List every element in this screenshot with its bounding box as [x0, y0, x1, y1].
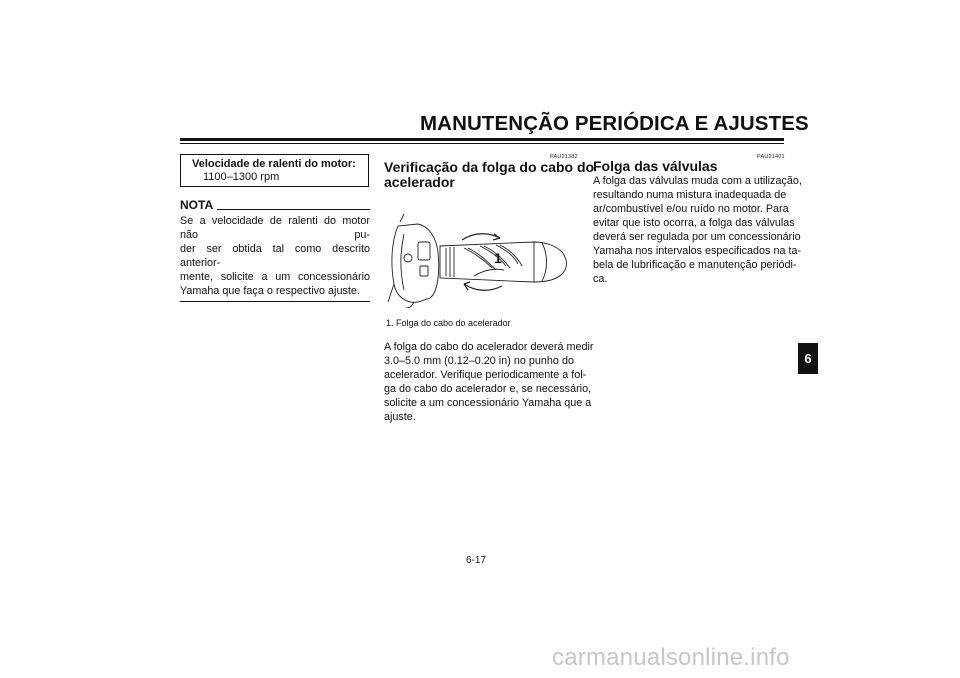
section1-line: solicite a um concessionário Yamaha que a [384, 397, 592, 409]
chapter-tab: 6 [798, 343, 818, 374]
section1-line: A folga do cabo do acelerador deverá medir [384, 341, 594, 353]
section1-title [384, 160, 594, 190]
section1-title-line: Verificação da folga do cabo do [384, 159, 595, 175]
section2-line: evitar que isto ocorra, a folga das válvulas [593, 217, 795, 229]
section1-code: PAU21382 [550, 154, 578, 160]
section2-line: deverá ser regulada por um concessionário [593, 231, 801, 243]
throttle-grip-figure [384, 212, 574, 308]
nota-line: Yamaha que faça o respectivo ajuste. [180, 285, 360, 297]
section1-paragraph [384, 340, 594, 424]
figure-caption: 1. Folga do cabo do acelerador [386, 318, 511, 328]
nota-text [180, 214, 370, 298]
spec-value: 1100–1300 rpm [203, 171, 280, 183]
section1-line: ga do cabo do acelerador e, se necessário, [384, 383, 592, 395]
section1-title-line: acelerador [384, 174, 455, 190]
section2-line: ar/combustível e/ou ruído no motor. Para [593, 203, 789, 215]
section1-line: ajuste. [384, 411, 416, 423]
section2-line: Yamaha nos intervalos especificados na ta- [593, 245, 802, 257]
nota-footer-rule [180, 301, 370, 302]
section2-code: PAU21401 [757, 154, 785, 160]
section1-line: 3.0–5.0 mm (0.12–0.20 in) no punho do [384, 355, 574, 367]
page-number: 6-17 [466, 555, 487, 566]
nota-header [180, 199, 370, 212]
nota-line: der ser obtida tal como descrito anterior- [180, 243, 370, 269]
watermark: carmanualsonline.info [552, 644, 790, 671]
nota-line: Se a velocidade de ralenti do motor não pu- [180, 215, 370, 241]
section2-line: ca. [593, 273, 608, 285]
figure-callout: 1 [494, 250, 502, 266]
spec-label: Velocidade de ralenti do motor: [192, 158, 356, 170]
section2-paragraph [593, 174, 802, 286]
section1-line: acelerador. Verifique periodicamente a fol- [384, 369, 587, 381]
section2-line: resultando numa mistura inadequada de [593, 189, 787, 201]
header-rule-thick [180, 138, 784, 141]
section2-title: Folga das válvulas [593, 158, 718, 174]
nota-rule [217, 209, 370, 210]
section2-line: bela de lubrificação e manutenção periódi- [593, 259, 797, 271]
section2-line: A folga das válvulas muda com a utilização, [593, 175, 802, 187]
nota-block [180, 199, 370, 302]
page-title: MANUTENÇÃO PERIÓDICA E AJUSTES [420, 112, 809, 135]
header-rule-thin [180, 143, 784, 144]
nota-line: mente, solicite a um concessionário [180, 271, 370, 283]
spec-box [180, 154, 369, 187]
nota-label: NOTA [180, 198, 214, 212]
